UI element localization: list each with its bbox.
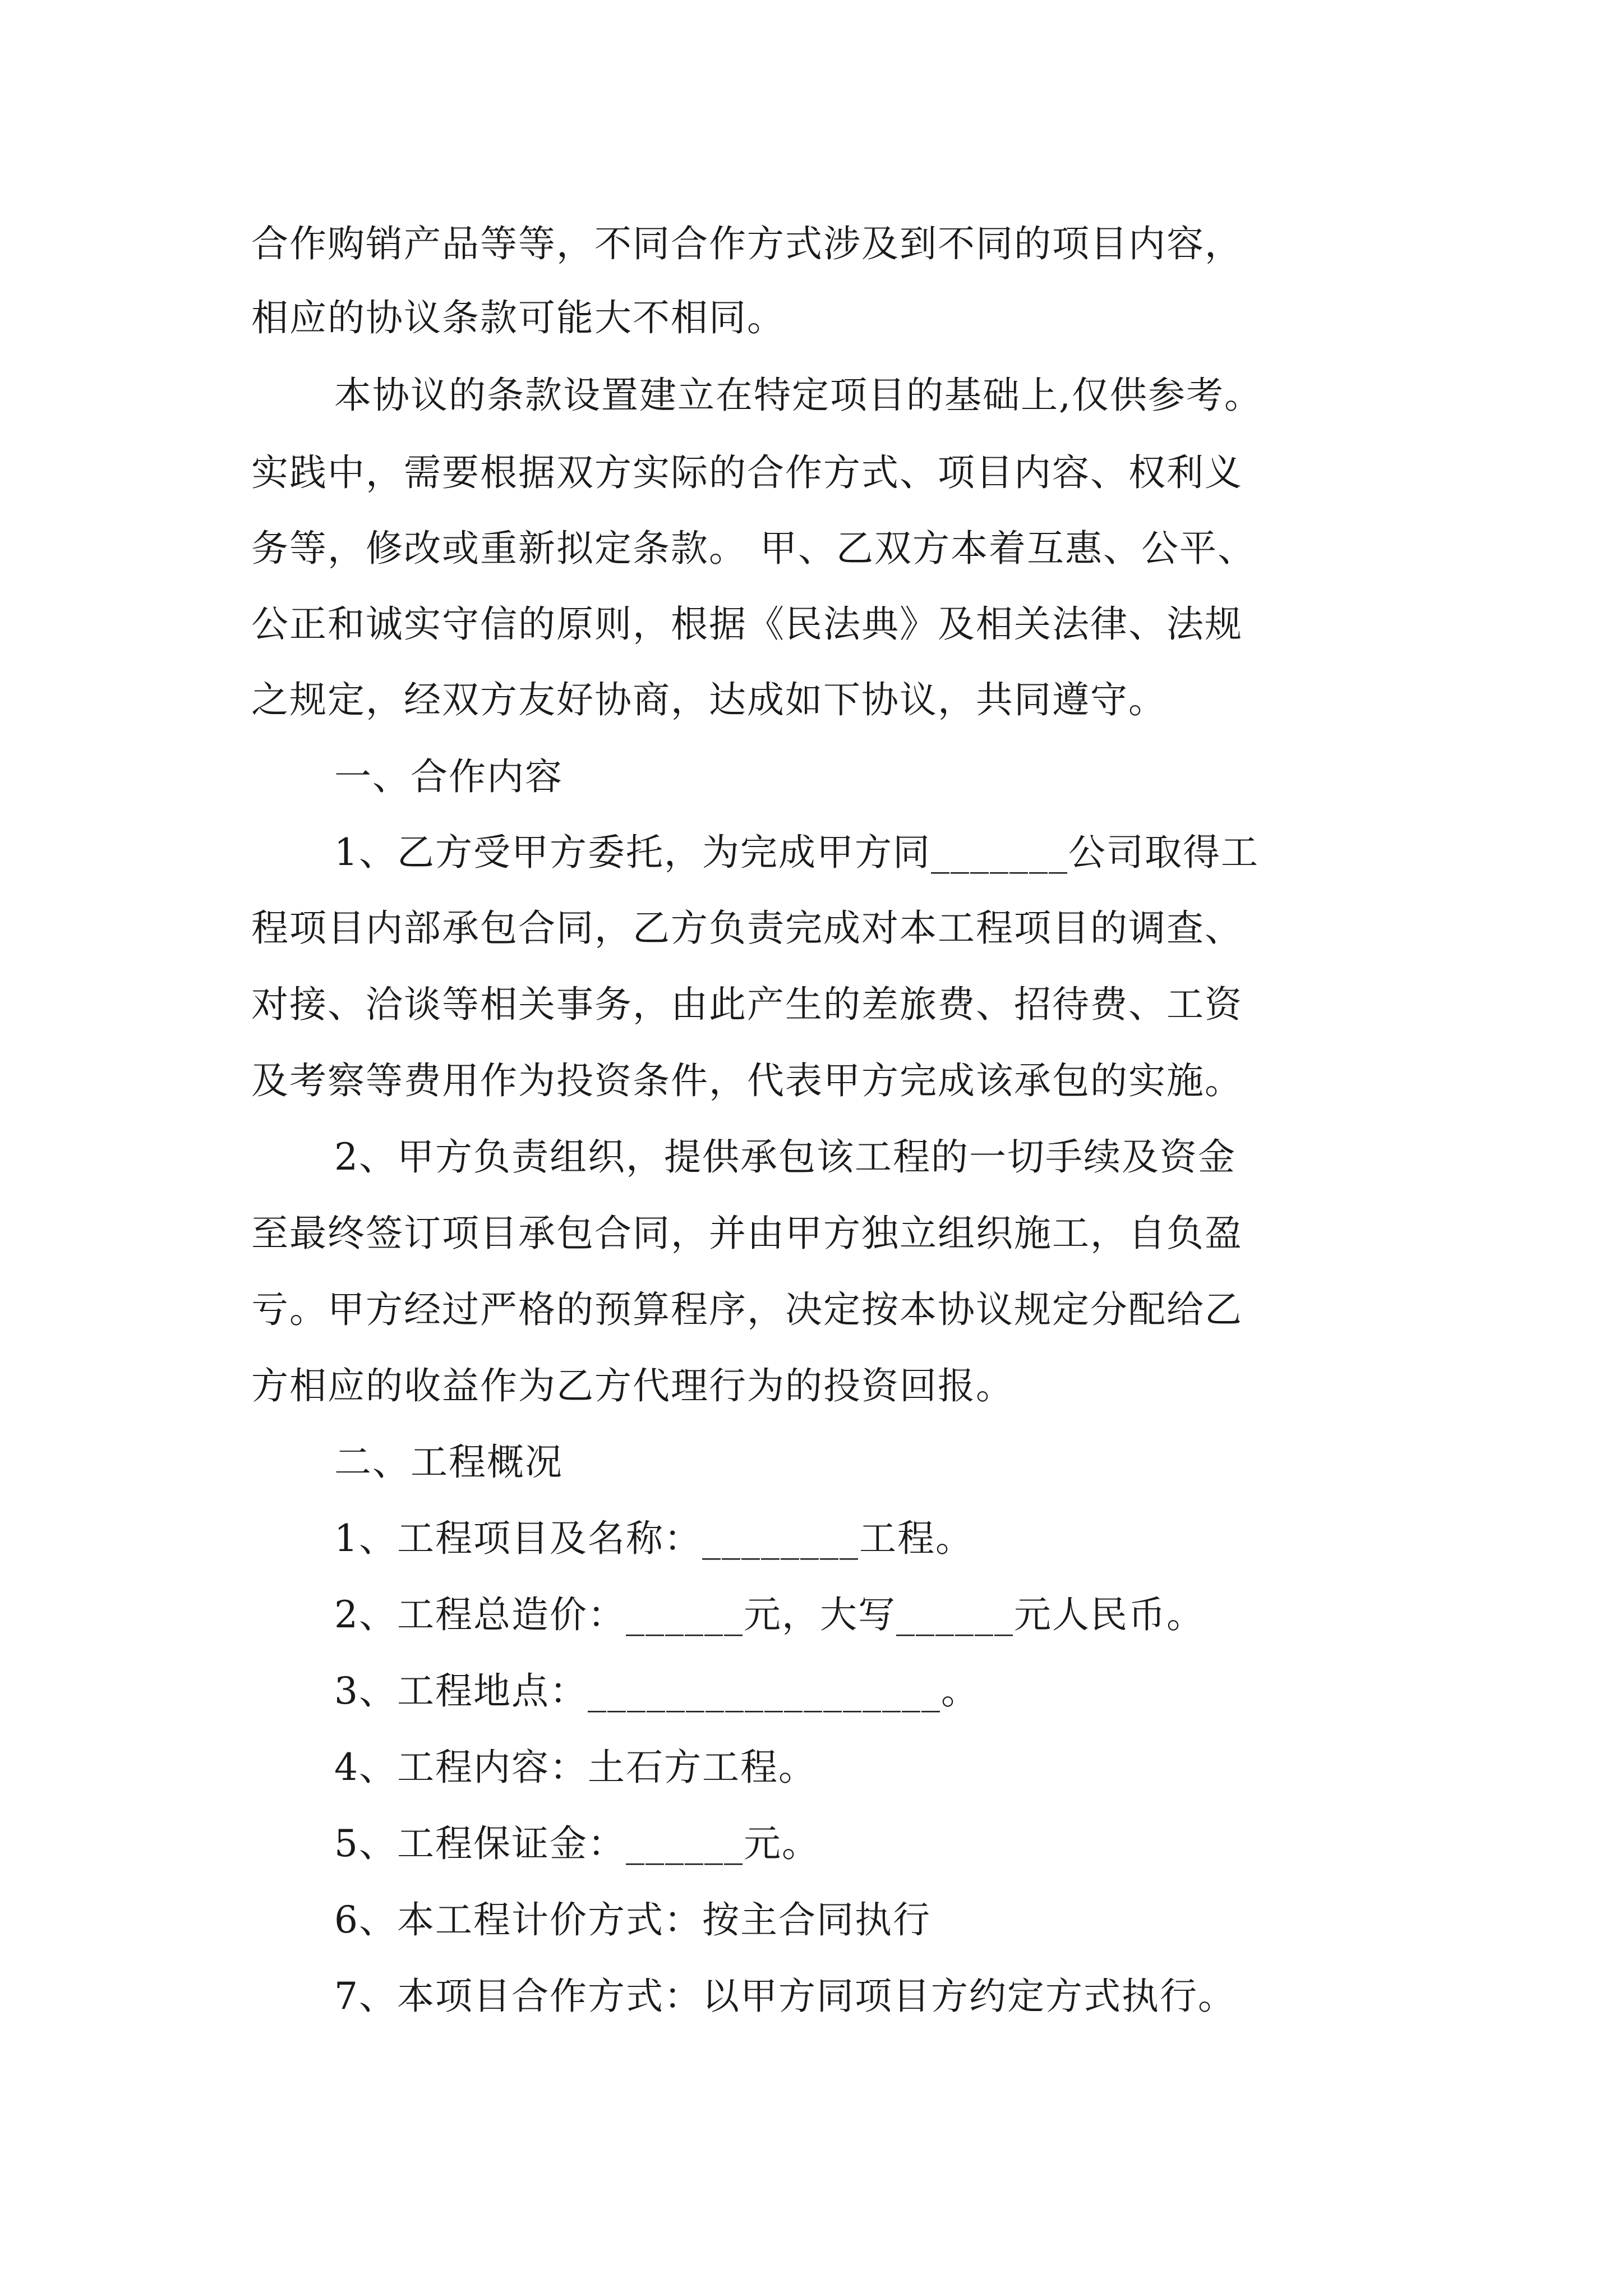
text-line: 方相应的收益作为乙方代理行为的投资回报。: [251, 1364, 1014, 1407]
text-line: 程项目内部承包合同，乙方负责完成对本工程项目的调查、: [251, 907, 1243, 950]
text-line: 2、甲方负责组织，提供承包该工程的一切手续及资金: [334, 1135, 1236, 1179]
section-heading: 二、工程概况: [334, 1441, 563, 1484]
text-line: 本协议的条款设置建立在特定项目的基础上,仅供参考。: [334, 374, 1262, 417]
text-line: 亏。甲方经过严格的预算程序，决定按本协议规定分配给乙: [251, 1288, 1243, 1331]
list-item: 7、本项目合作方式：以甲方同项目方约定方式执行。: [334, 1975, 1236, 2018]
list-item: 6、本工程计价方式：按主合同执行: [334, 1898, 931, 1941]
list-item: 2、工程总造价：______元，大写______元人民币。: [334, 1593, 1205, 1636]
text-line: 及考察等费用作为投资条件，代表甲方完成该承包的实施。: [251, 1059, 1243, 1102]
text-line: 对接、洽谈等相关事务，由此产生的差旅费、招待费、工资: [251, 983, 1243, 1026]
section-heading: 一、合作内容: [334, 755, 563, 798]
list-item: 5、工程保证金：______元。: [334, 1822, 820, 1865]
text-line: 相应的协议条款可能大不相同。: [251, 296, 785, 339]
text-line: 实践中，需要根据双方实际的合作方式、项目内容、权利义: [251, 451, 1243, 494]
text-line: 至最终签订项目承包合同，并由甲方独立组织施工，自负盈: [251, 1212, 1243, 1255]
text-line: 公正和诚实守信的原则，根据《民法典》及相关法律、法规: [251, 602, 1243, 646]
text-line: 合作购销产品等等，不同合作方式涉及到不同的项目内容，: [251, 222, 1243, 265]
text-line: 1、乙方受甲方委托，为完成甲方同_______公司取得工: [334, 831, 1259, 874]
text-line: 务等，修改或重新拟定条款。 甲、乙双方本着互惠、公平、: [251, 527, 1256, 570]
list-item: 1、工程项目及名称：________工程。: [334, 1517, 974, 1560]
list-item: 3、工程地点：__________________。: [334, 1669, 979, 1713]
list-item: 4、工程内容：土石方工程。: [334, 1746, 817, 1789]
text-line: 之规定，经双方友好协商，达成如下协议，共同遵守。: [251, 678, 1166, 721]
